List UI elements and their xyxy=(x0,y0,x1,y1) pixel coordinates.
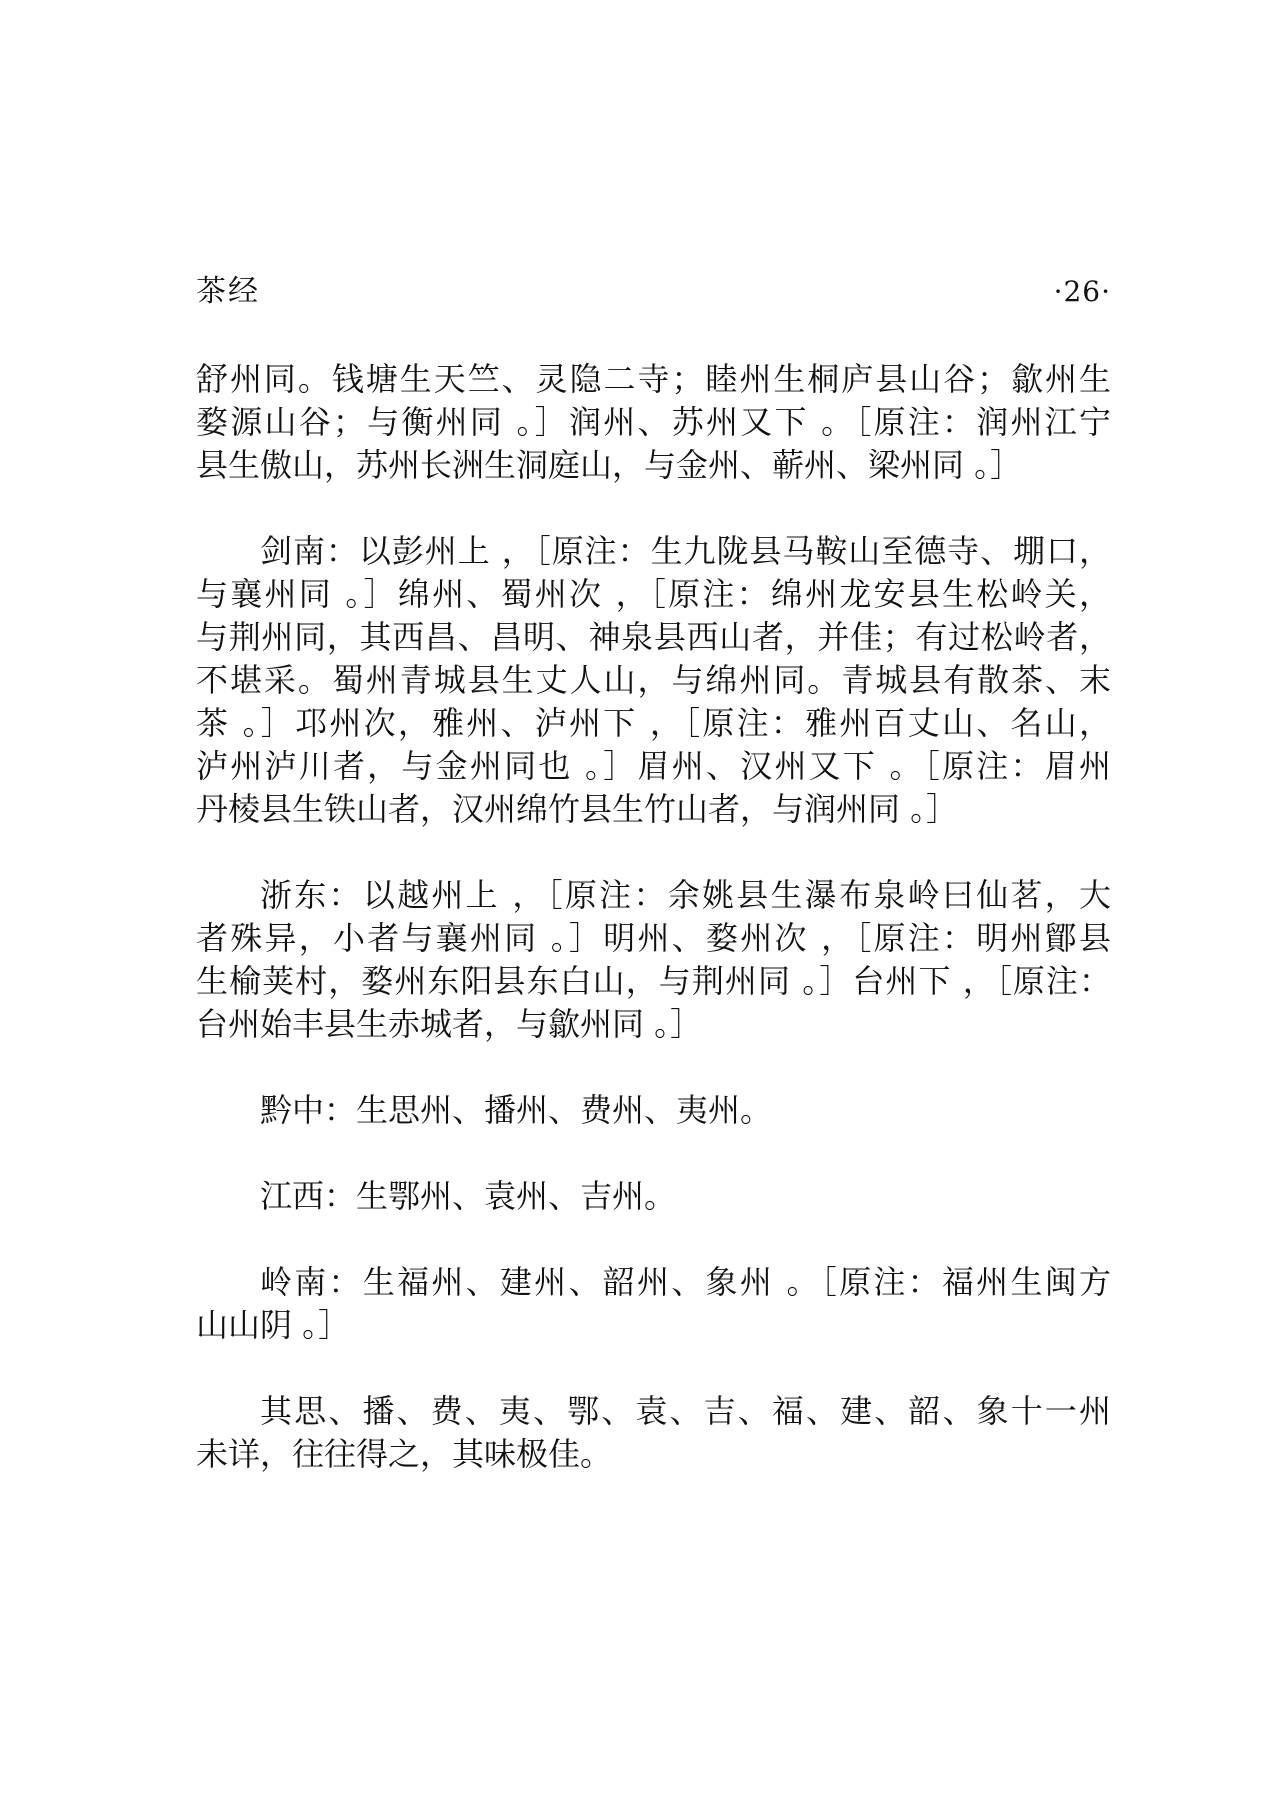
text-line: 台州始丰县生赤城者，与歙州同 。］ xyxy=(196,1005,703,1043)
text-line: 岭南：生福州、建州、韶州、象州 。［原注：福州生闽方 xyxy=(260,1263,1111,1301)
text-line: 泸州泸川者，与金州同也 。］眉州、汉州又下 。［原注：眉州 xyxy=(196,747,1111,785)
paragraph-jiangxi xyxy=(196,1175,1111,1218)
text-line: 者殊异，小者与襄州同 。］明州、婺州次 ，［原注：明州鄮县 xyxy=(196,919,1111,957)
paragraph-zhedong xyxy=(196,874,1111,1046)
text-line: 浙东：以越州上 ，［原注：余姚县生瀑布泉岭曰仙茗，大 xyxy=(260,876,1111,914)
text-line: 婺源山谷；与衡州同 。］润州、苏州又下 。［原注：润州江宁 xyxy=(196,403,1111,441)
page-number: ·26· xyxy=(1053,275,1111,308)
text-line: 黔中：生思州、播州、费州、夷州。 xyxy=(260,1091,773,1129)
text-line: 与荆州同，其西昌、昌明、神泉县西山者，并佳；有过松岭者， xyxy=(196,618,1111,656)
paragraph-continuation xyxy=(196,358,1111,487)
text-line: 江西：生鄂州、袁州、吉州。 xyxy=(260,1177,677,1215)
book-title: 茶经 xyxy=(196,274,260,309)
text-line: 舒州同。钱塘生天竺、灵隐二寺；睦州生桐庐县山谷；歙州生 xyxy=(196,360,1111,398)
text-line: 县生傲山，苏州长洲生洞庭山，与金州、蕲州、梁州同 。］ xyxy=(196,446,1023,484)
text-line: 未详，往往得之，其味极佳。 xyxy=(196,1435,613,1473)
text-line: 剑南：以彭州上 ，［原注：生九陇县马鞍山至德寺、堋口， xyxy=(260,532,1111,570)
text-line: 丹棱县生铁山者，汉州绵竹县生竹山者，与润州同 。］ xyxy=(196,790,959,828)
text-line: 生榆荚村，婺州东阳县东白山，与荆州同 。］台州下 ，［原注： xyxy=(196,962,1111,1000)
paragraph-lingnan xyxy=(196,1261,1111,1347)
paragraph-jiannan xyxy=(196,530,1111,831)
text-line: 不堪采。蜀州青城县生丈人山，与绵州同。青城县有散茶、末 xyxy=(196,661,1111,699)
text-line: 与襄州同 。］绵州、蜀州次 ，［原注：绵州龙安县生松岭关， xyxy=(196,575,1111,613)
page-header xyxy=(196,272,1111,312)
paragraph-summary xyxy=(196,1390,1111,1476)
text-line: 其思、播、费、夷、鄂、袁、吉、福、建、韶、象十一州 xyxy=(260,1392,1111,1430)
text-line: 茶 。］邛州次，雅州、泸州下 ，［原注：雅州百丈山、名山， xyxy=(196,704,1111,742)
text-line: 山山阴 。］ xyxy=(196,1306,351,1344)
body-text xyxy=(196,358,1111,1476)
paragraph-qianzhong xyxy=(196,1089,1111,1132)
